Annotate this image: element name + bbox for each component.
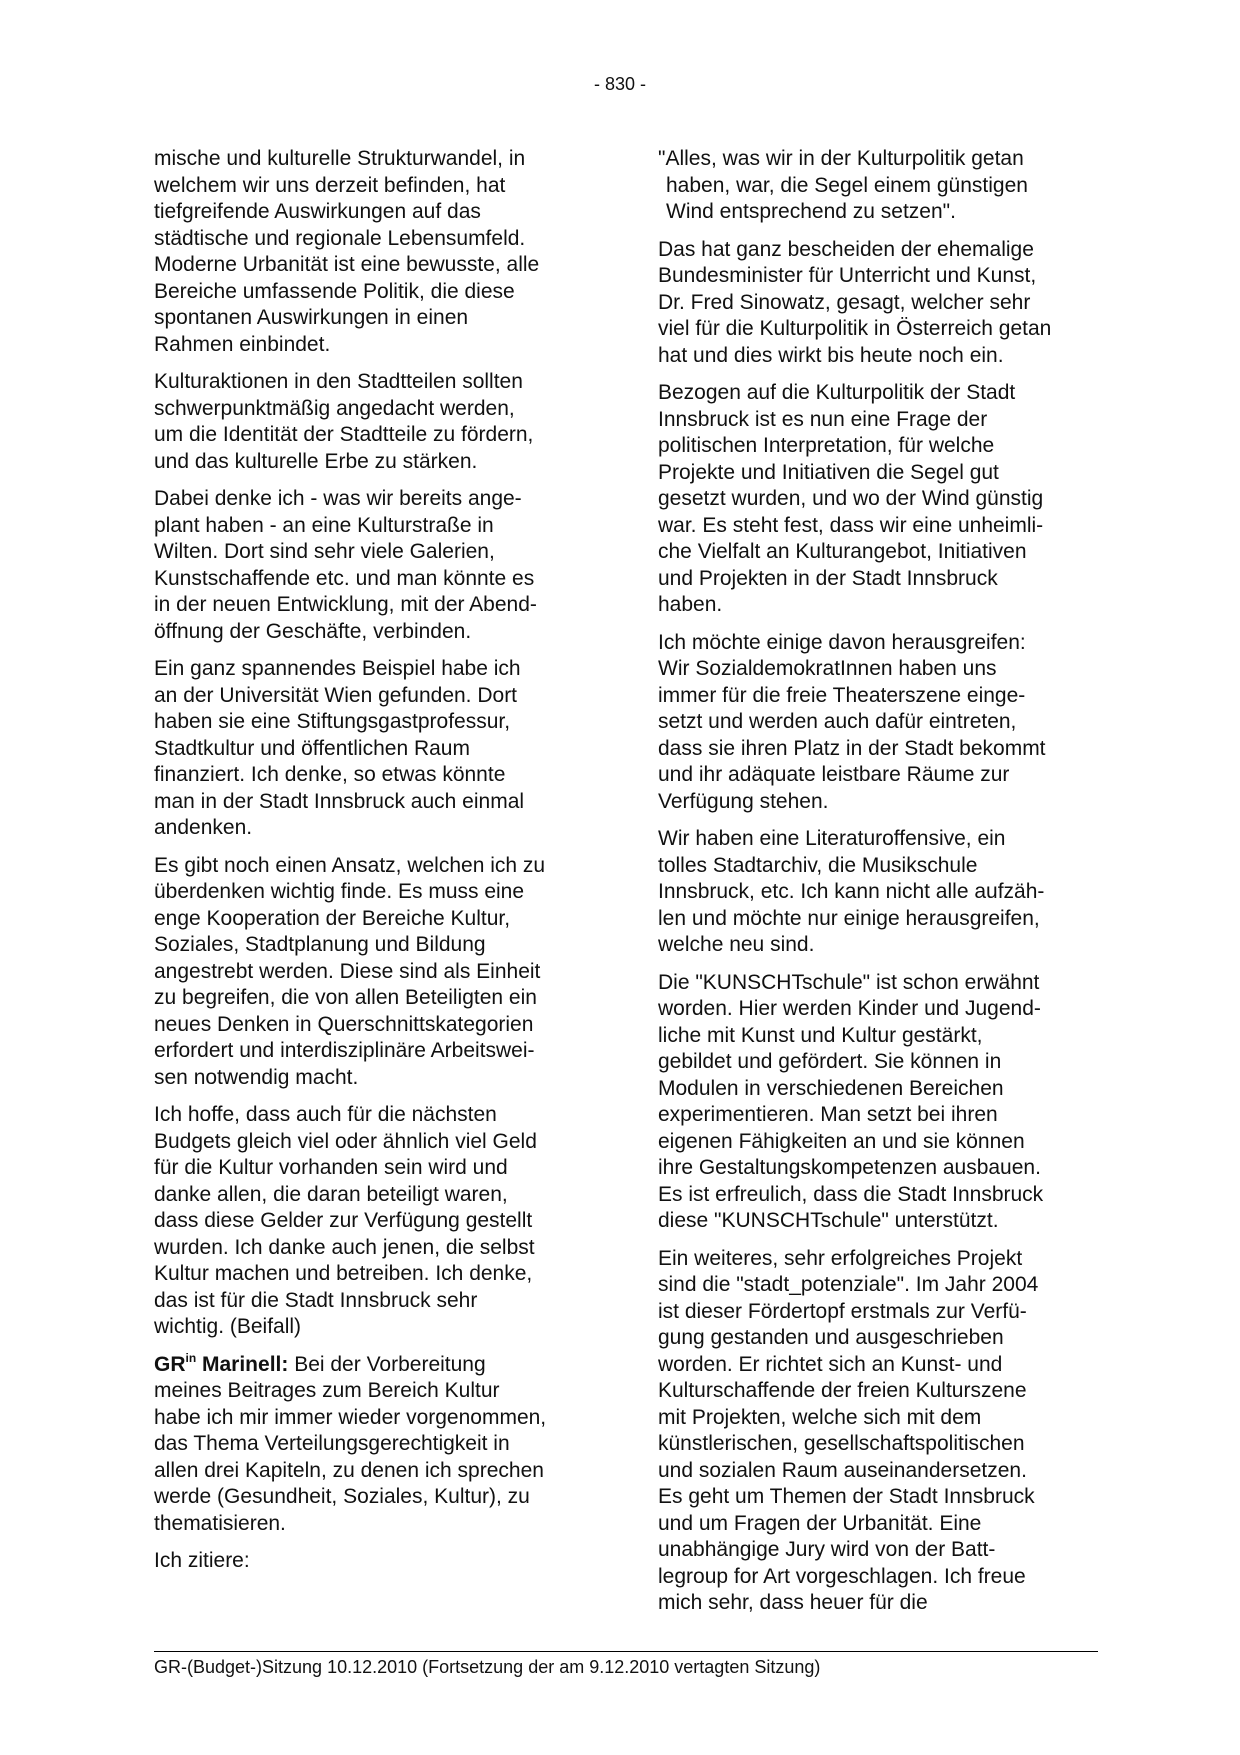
- paragraph: Ich zitiere:: [154, 1549, 250, 1572]
- speaker-name: [154, 1350, 289, 1376]
- speaker-paragraph: [154, 1352, 594, 1538]
- paragraph: Ein ganz spannendes Beispiel habe ich an der Universität Wien gefunden. Dort haben sie eine Stiftungsgastprofessur, Stadtkultur und öffentlichen Raum finanziert. Ich denke, so etwas könnte man in der Stadt Innsbruck auch einmal andenken.: [154, 657, 525, 839]
- footer-text: GR-(Budget-)Sitzung 10.12.2010 (Fortsetzung der am 9.12.2010 vertagten Sitzung): [154, 1657, 821, 1677]
- right-column: [658, 146, 1100, 1628]
- speaker-title-superscript: in: [185, 1350, 197, 1365]
- paragraph: Bezogen auf die Kulturpolitik der Stadt Innsbruck ist es nun eine Frage der politischen Interpretation, für welche Projekte und Initiativen die Segel gut gesetzt wurden, und wo der Wind günstig war. Es steht fest, dass wir eine unheimli- che Vielfalt an Kulturangebot, Initiativen und Projekten in der Stadt Innsbruck haben.: [658, 381, 1044, 616]
- paragraph: Wir haben eine Literaturoffensive, ein tolles Stadtarchiv, die Musikschule Innsbruck, etc. Ich kann nicht alle aufzäh- len und möchte nur einige herausgreifen, welche neu sind.: [658, 827, 1045, 956]
- left-column: [154, 146, 594, 1586]
- speaker-surname: Marinell:: [196, 1352, 289, 1376]
- paragraph: mische und kulturelle Strukturwandel, in welchem wir uns derzeit befinden, hat tiefgreifende Auswirkungen auf das städtische und regionale Lebensumfeld. Moderne Urbanität ist eine bewusste, alle Bereiche umfassende Politik, die diese spontanen Auswirkungen in einen Rahmen einbindet.: [154, 147, 540, 356]
- paragraph: Es gibt noch einen Ansatz, welchen ich zu überdenken wichtig finde. Es muss eine enge Kooperation der Bereiche Kultur, Soziales, Stadtplanung und Bildung angestrebt werden. Diese sind als Einheit zu begreifen, die von allen Beteiligten ein neues Denken in Querschnittskategorien erfordert und interdisziplinäre Arbeitswei- sen notwendig macht.: [154, 853, 546, 1089]
- paragraph: Ein weiteres, sehr erfolgreiches Projekt sind die "stadt_potenziale". Im Jahr 2004 ist dieser Fördertopf erstmals zur Verfü- gung gestanden und ausgeschrieben worden. Er richtet sich an Kunst- und Kulturschaffende der freien Kulturszene mit Projekten, welche sich mit dem künstlerischen, gesellschaftspolitischen und sozialen Raum auseinandersetzen. Es geht um Themen der Stadt Innsbruck und um Fragen der Urbanität. Eine unabhängige Jury wird von der Batt- legroup for Art vorgeschlagen. Ich freue mich sehr, dass heuer für die: [658, 1246, 1039, 1614]
- page-number: - 830 -: [593, 74, 647, 94]
- paragraph: Ich hoffe, dass auch für die nächsten Budgets gleich viel oder ähnlich viel Geld für die Kultur vorhanden sein wird und danke allen, die daran beteiligt waren, dass diese Gelder zur Verfügung gestellt wurden. Ich danke auch jenen, die selbst Kultur machen und betreiben. Ich denke, das ist für die Stadt Innsbruck sehr wichtig. (Beifall): [154, 1103, 537, 1338]
- paragraph: Ich möchte einige davon herausgreifen: Wir SozialdemokratInnen haben uns immer für die freie Theaterszene einge- setzt und werden auch dafür eintreten, dass sie ihren Platz in der Stadt bekommt und ihr adäquate leistbare Räume zur Verfügung stehen.: [658, 630, 1046, 813]
- quote-paragraph: "Alles, was wir in der Kulturpolitik getan haben, war, die Segel einem günstigen Wind entsprechend zu setzen".: [658, 147, 1028, 223]
- speaker-text: Bei der Vorbereitung meines Beitrages zum Bereich Kultur habe ich mir immer wieder vorgenommen, das Thema Verteilungsgerechtigkeit in allen drei Kapiteln, zu denen ich sprechen werde (Gesundheit, Soziales, Kultur), zu thematisieren.: [154, 1352, 547, 1535]
- paragraph: Die "KUNSCHTschule" ist schon erwähnt worden. Hier werden Kinder und Jugend- liche mit Kunst und Kultur gestärkt, gebildet und gefördert. Sie können in Modulen in verschiedenen Bereichen experimentieren. Man setzt bei ihren eigenen Fähigkeiten an und sie können ihre Gestaltungskompetenzen ausbauen. Es ist erfreulich, dass die Stadt Innsbruck diese "KUNSCHTschule" unterstützt.: [658, 970, 1044, 1232]
- footer-rule: [154, 1651, 1098, 1652]
- paragraph: Dabei denke ich - was wir bereits ange- plant haben - an eine Kulturstraße in Wilten. Dort sind sehr viele Galerien, Kunstschaffende etc. und man könnte es in der neuen Entwicklung, mit der Abend- öffnung der Geschäfte, verbinden.: [154, 487, 537, 643]
- paragraph: Kulturaktionen in den Stadtteilen sollten schwerpunktmäßig angedacht werden, um die Identität der Stadtteile zu fördern, und das kulturelle Erbe zu stärken.: [154, 370, 534, 473]
- paragraph: Das hat ganz bescheiden der ehemalige Bundesminister für Unterricht und Kunst, Dr. Fred Sinowatz, gesagt, welcher sehr viel für die Kulturpolitik in Österreich getan hat und dies wirkt bis heute noch ein.: [658, 237, 1052, 367]
- speaker-title: GR: [154, 1352, 186, 1376]
